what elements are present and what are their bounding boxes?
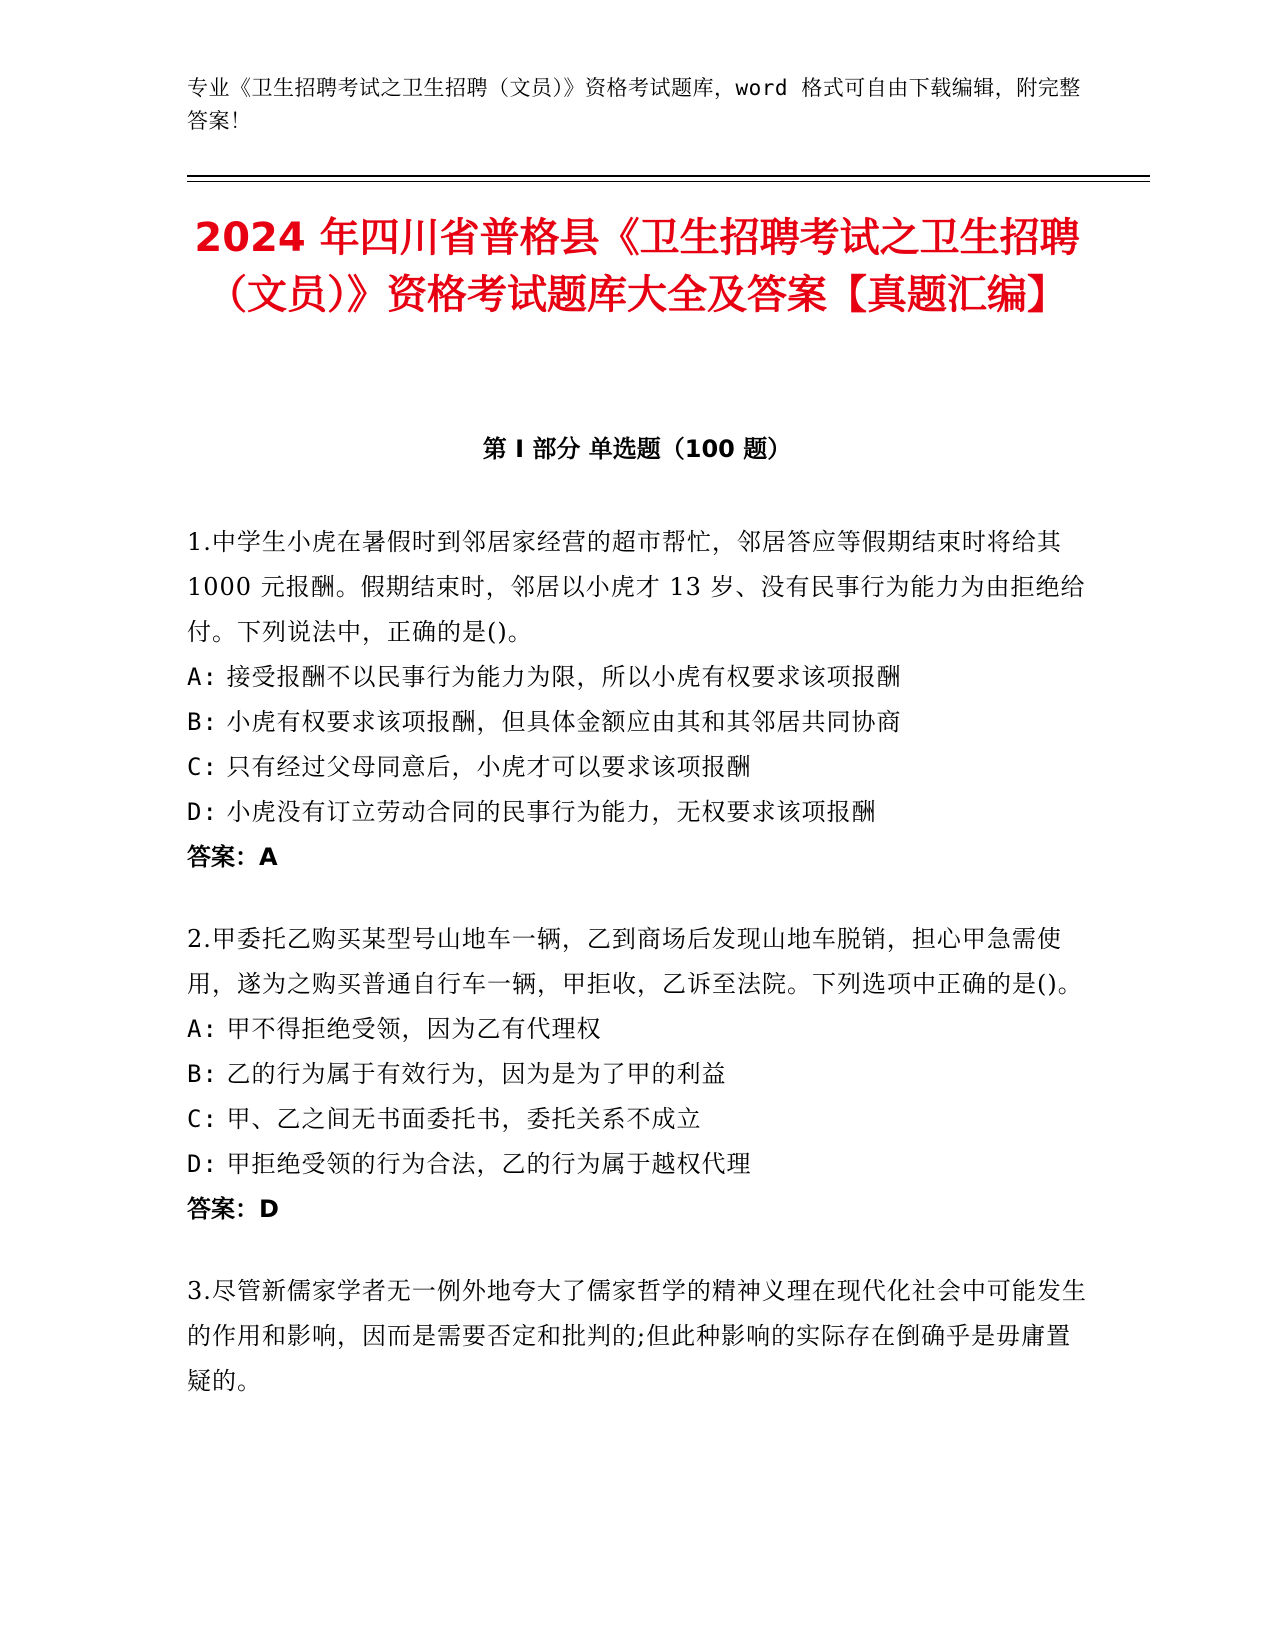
question-item: [187, 1269, 1087, 1404]
option-key: A:: [187, 663, 218, 691]
option-text: 甲、乙之间无书面委托书，委托关系不成立: [226, 1105, 702, 1133]
document-title: 2024 年四川省普格县《卫生招聘考试之卫生招聘（文员）》资格考试题库大全及答案【真题汇编】: [194, 215, 1080, 318]
option-key: C:: [187, 1105, 218, 1133]
option-b: [187, 700, 1087, 745]
option-d: [187, 790, 1087, 835]
question-item: [187, 917, 1087, 1232]
option-d: [187, 1142, 1087, 1187]
option-a: [187, 655, 1087, 700]
option-key: B:: [187, 1060, 218, 1088]
option-text: 小虎没有订立劳动合同的民事行为能力，无权要求该项报酬: [226, 798, 877, 826]
header-rule-thick: [187, 175, 1150, 177]
option-key: A:: [187, 1015, 218, 1043]
question-list: [187, 520, 1087, 1441]
option-c: [187, 745, 1087, 790]
option-b: [187, 1052, 1087, 1097]
option-text: 甲不得拒绝受领，因为乙有代理权: [226, 1015, 602, 1043]
question-text: 1.中学生小虎在暑假时到邻居家经营的超市帮忙，邻居答应等假期结束时将给其 1000 元报酬。假期结束时，邻居以小虎才 13 岁、没有民事行为能力为由拒绝给付。下列说法中，正确的是()。: [187, 528, 1086, 646]
option-a: [187, 1007, 1087, 1052]
question-text: 3.尽管新儒家学者无一例外地夸大了儒家哲学的精神义理在现代化社会中可能发生的作用和影响，因而是需要否定和批判的;但此种影响的实际存在倒确乎是毋庸置疑的。: [187, 1277, 1087, 1395]
section-title: 第 I 部分 单选题（100 题）: [482, 435, 792, 463]
option-key: B:: [187, 708, 218, 736]
option-text: 只有经过父母同意后，小虎才可以要求该项报酬: [226, 753, 752, 781]
option-text: 乙的行为属于有效行为，因为是为了甲的利益: [226, 1060, 727, 1088]
header-note: 专业《卫生招聘考试之卫生招聘（文员）》资格考试题库，word 格式可自由下载编辑，附完整答案！: [187, 76, 1081, 133]
answer-line: 答案：D: [187, 1195, 279, 1223]
option-c: [187, 1097, 1087, 1142]
option-key: C:: [187, 753, 218, 781]
question-text: 2.甲委托乙购买某型号山地车一辆，乙到商场后发现山地车脱销，担心甲急需使用，遂为之购买普通自行车一辆，甲拒收，乙诉至法院。下列选项中正确的是()。: [187, 925, 1083, 998]
option-text: 接受报酬不以民事行为能力为限，所以小虎有权要求该项报酬: [226, 663, 902, 691]
option-key: D:: [187, 1150, 218, 1178]
question-item: [187, 520, 1087, 880]
option-key: D:: [187, 798, 218, 826]
header-rule-thin: [187, 181, 1150, 182]
option-text: 甲拒绝受领的行为合法，乙的行为属于越权代理: [226, 1150, 752, 1178]
answer-line: 答案：A: [187, 843, 278, 871]
option-text: 小虎有权要求该项报酬，但具体金额应由其和其邻居共同协商: [226, 708, 902, 736]
